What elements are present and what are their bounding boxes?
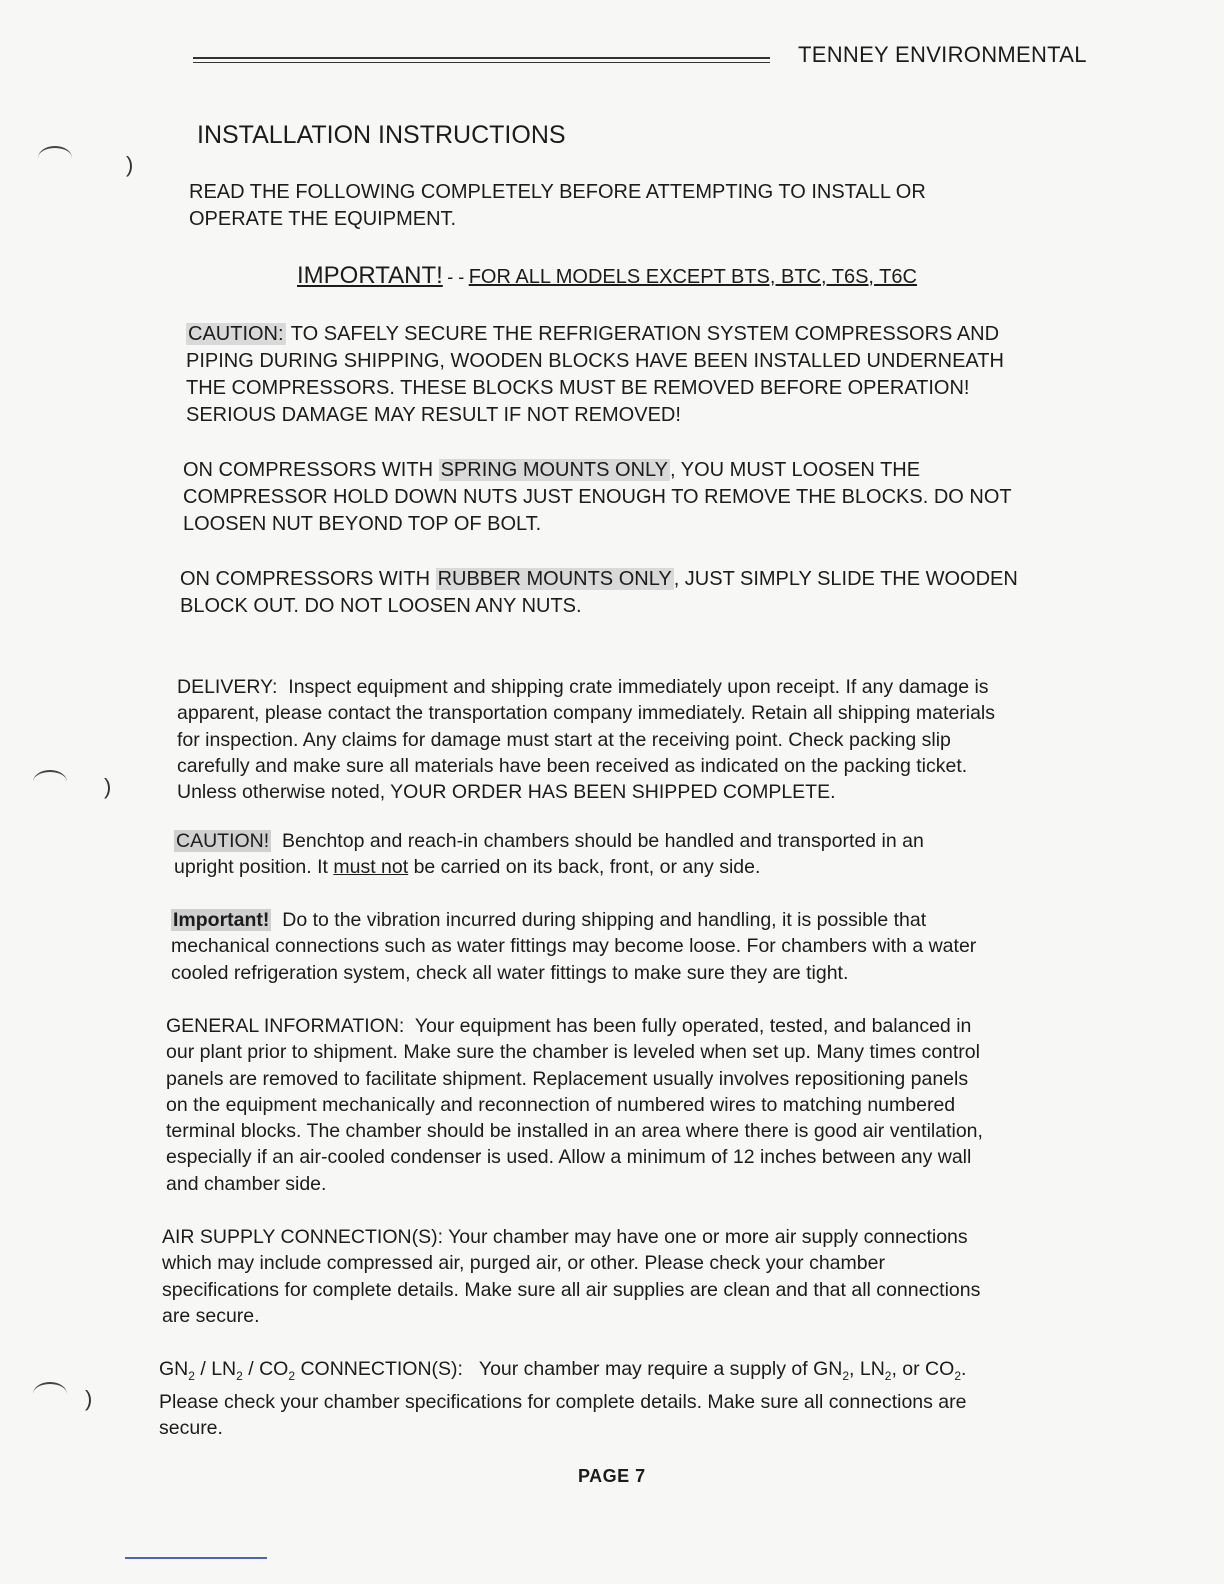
air-supply-paragraph [162,1224,1082,1329]
rubber-line: BLOCK OUT. DO NOT LOOSEN ANY NUTS. [180,595,582,617]
caution-line: TO SAFELY SECURE THE REFRIGERATION SYSTEM COMPRESSORS AND [290,323,1000,345]
spring-line: COMPRESSOR HOLD DOWN NUTS JUST ENOUGH TO REMOVE THE BLOCKS. DO NOT [183,486,1012,508]
delivery-line: Inspect equipment and shipping crate immediately upon receipt. If any damage is [288,676,989,698]
spring-line-rest: , YOU MUST LOOSEN THE [670,459,921,481]
delivery-line: for inspection. Any claims for damage must start at the receiving point. Check packing slip [177,728,951,751]
must-not-emphasis: must not [333,856,409,879]
caution2-label: CAUTION! [176,830,270,852]
caution-handling-paragraph [174,828,1094,881]
air-line: which may include compressed air, purged air, or other. Please check your chamber [162,1252,885,1275]
important-models: FOR ALL MODELS EXCEPT BTS, BTC, T6S, T6C [468,266,917,288]
general-line: Your equipment has been fully operated, tested, and balanced in [414,1015,972,1037]
rubber-line-rest: , JUST SIMPLY SLIDE THE WOODEN [673,568,1018,590]
rubber-mounts-highlight: RUBBER MOUNTS ONLY [437,568,672,590]
gas-connection-paragraph [159,1356,1079,1442]
caution2-line: Benchtop and reach-in chambers should be handled and transported in an [282,830,924,852]
binder-hole-mark: ) [85,1386,93,1411]
intro-line: OPERATE THE EQUIPMENT. [189,208,457,230]
intro-warning [189,179,1089,233]
caution-line: PIPING DURING SHIPPING, WOODEN BLOCKS HAVE BEEN INSTALLED UNDERNEATH [186,350,1004,372]
delivery-line: carefully and make sure all materials have been received as indicated on the packing ticket. [177,754,968,777]
air-line: are secure. [162,1304,260,1327]
important-heading [297,262,1057,290]
spring-mounts-paragraph [183,457,1093,538]
important2-line: cooled refrigeration system, check all water fittings to make sure they are tight. [171,961,849,984]
important-vibration-paragraph [171,907,1091,986]
general-information-paragraph [166,1013,1086,1197]
delivery-line: Unless otherwise noted, YOUR ORDER HAS BEEN SHIPPED COMPLETE. [177,781,836,804]
spring-mounts-highlight: SPRING MOUNTS ONLY [440,459,669,481]
rubber-mounts-paragraph [180,566,1090,620]
gas-line: Your chamber may require a supply of $GN_2$, $LN_2$, or $CO_2$. [478,1358,967,1383]
gas-line: secure. [159,1417,223,1440]
caution-line: SERIOUS DAMAGE MAY RESULT IF NOT REMOVED! [186,404,681,426]
general-label: GENERAL INFORMATION: [166,1015,405,1037]
general-line: especially if an air-cooled condenser is used. Allow a minimum of 12 inches between any wall [166,1146,972,1169]
delivery-line: apparent, please contact the transportation company immediately. Retain all shipping materials [177,702,996,725]
binder-hole-mark: ) [104,774,112,799]
air-line: specifications for complete details. Make sure all air supplies are clean and that all connections [162,1278,981,1301]
general-line: panels are removed to facilitate shipment. Replacement usually involves repositioning panels [166,1067,969,1090]
caution2-line: be carried on its back, front, or any side. [413,856,761,879]
general-line: our plant prior to shipment. Make sure the chamber is leveled when set up. Many times control [166,1041,980,1064]
important-dash: - - [447,267,465,287]
binder-hole-mark [38,146,72,170]
intro-line: READ THE FOLLOWING COMPLETELY BEFORE ATTEMPTING TO INSTALL OR [189,181,926,203]
delivery-label: DELIVERY: [177,676,278,698]
page-title: INSTALLATION INSTRUCTIONS [197,121,566,149]
spring-line: LOOSEN NUT BEYOND TOP OF BOLT. [183,513,542,535]
caution-label: CAUTION: [188,323,284,345]
important2-line: Do to the vibration incurred during shipping and handling, it is possible that [282,909,927,931]
general-line: on the equipment mechanically and reconnection of numbered wires to matching numbered [166,1093,956,1116]
bottom-edge-line [125,1557,267,1559]
caution-line: THE COMPRESSORS. THESE BLOCKS MUST BE REMOVED BEFORE OPERATION! [186,377,970,399]
important2-label: Important! [173,909,270,931]
general-line: terminal blocks. The chamber should be installed in an area where there is good air ventilation, [166,1120,983,1143]
caution2-line: upright position. It [174,856,328,879]
company-name: TENNEY ENVIRONMENTAL [798,42,1087,67]
binder-hole-mark [33,1382,67,1406]
gas-label: $GN_2 / LN_2 / CO_2$ CONNECTION(S): [159,1358,463,1383]
air-line: Your chamber may have one or more air supply connections [448,1226,968,1248]
caution-compressors [186,321,1086,429]
gas-line: Please check your chamber specifications for complete details. Make sure all connections are [159,1391,967,1414]
binder-hole-mark: ) [126,152,134,177]
rubber-prefix: ON COMPRESSORS WITH [180,568,431,590]
general-line: and chamber side. [166,1172,327,1195]
air-label: AIR SUPPLY CONNECTION(S): [162,1226,443,1248]
important-label: IMPORTANT! [297,262,443,289]
important2-line: mechanical connections such as water fittings may become loose. For chambers with a water [171,935,977,958]
spring-prefix: ON COMPRESSORS WITH [183,459,434,481]
binder-hole-mark [33,770,67,794]
header-rule [193,57,770,63]
page-number: PAGE 7 [578,1466,646,1486]
delivery-paragraph [177,674,1097,805]
